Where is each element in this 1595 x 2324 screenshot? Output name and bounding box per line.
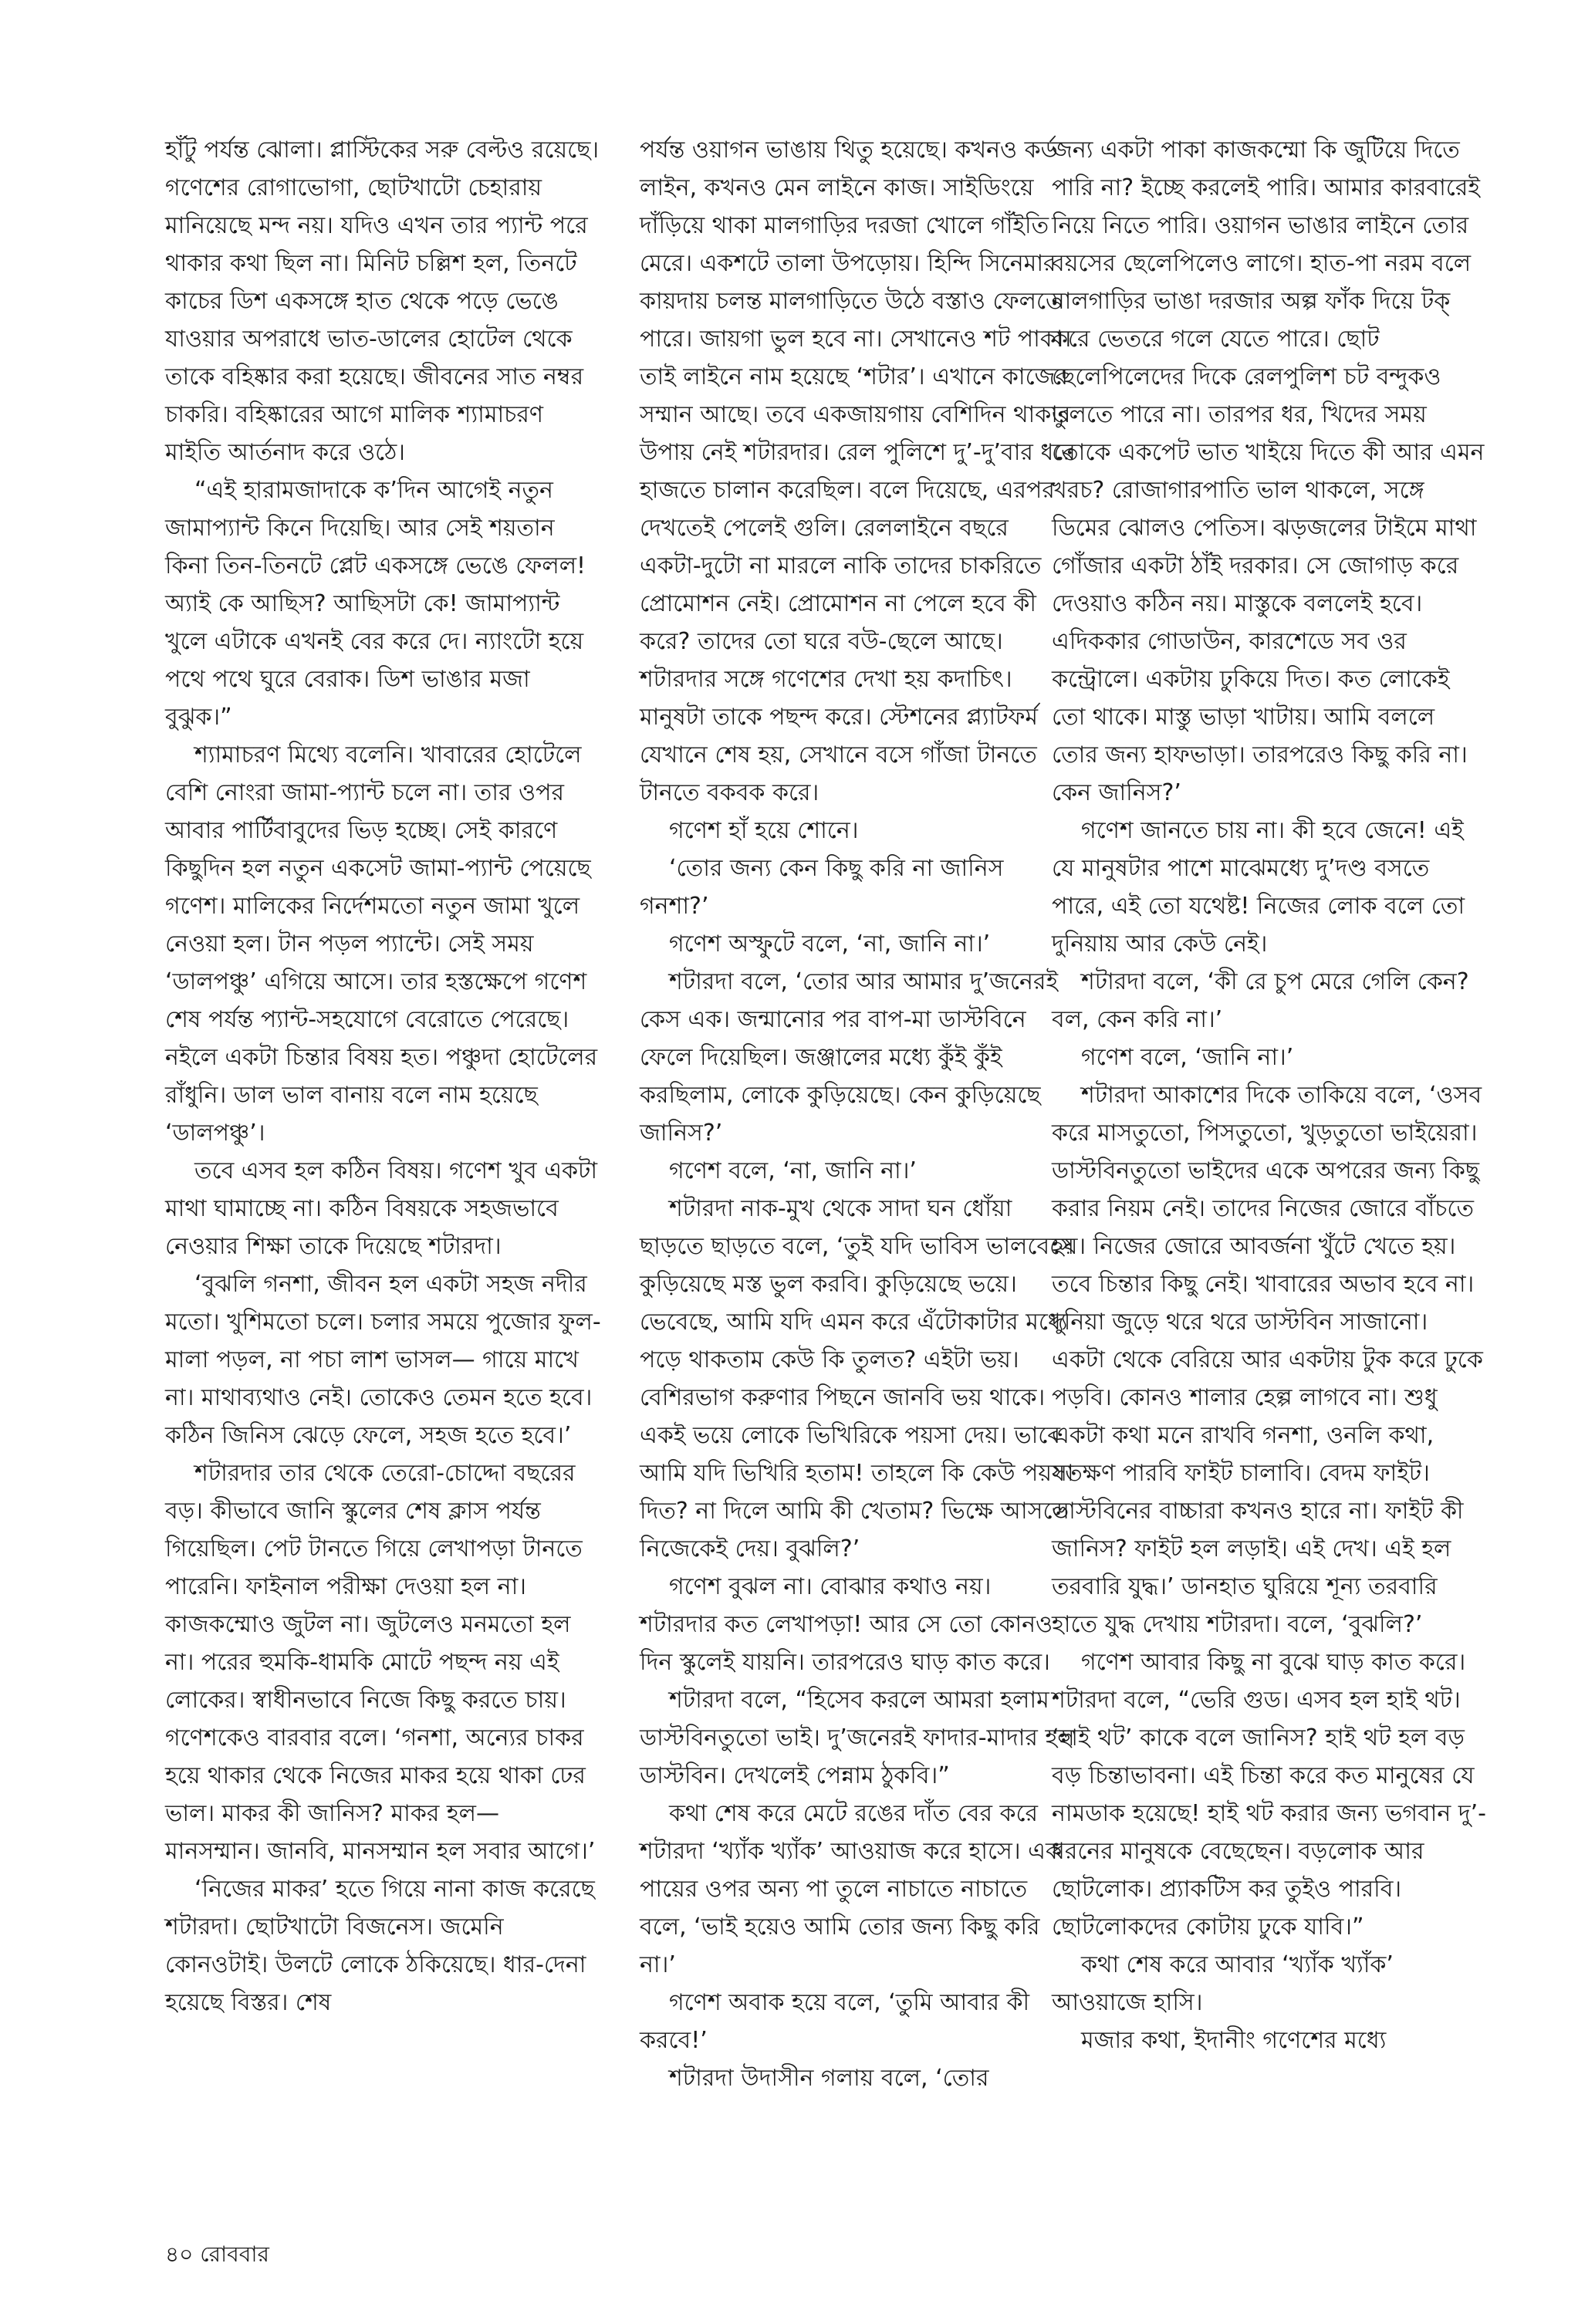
paragraph: শটারদা উদাসীন গলায় বলে, ‘তোর — [669, 2065, 989, 2092]
paragraph: শটারদা নাক-মুখ থেকে সাদা ঘন ধোঁয়া ছাড়তে ছাড়তে বলে, ‘তুই যদি ভাবিস ভালবেসে কুড়িয়েছে মস্ত ভুল করবি। কুড়িয়েছে ভয়ে। ভেবেছে, আমি যদি এমন করে এঁটোকাটার মধ্যে পড়ে থাকতাম কেউ কি তুলত? এইটা ভয়। বেশিরভাগ করুণার পিছনে জানবি ভয় থাকে। একই ভয়ে লোকে ভিখিরিকে পয়সা দেয়। ভাবে আমি যদি ভিখিরি হতাম! তাহলে কি কেউ পয়সা দিত? না দিলে আমি কী খেতাম? ভিক্ষে আসলে নিজেকেই দেয়। বুঝলি?’ — [640, 1195, 1075, 1562]
paragraph: জন্য একটা পাকা কাজকম্মো কি জুটিয়ে দিতে পারি না? ইচ্ছে করলেই পারি। আমার কারবারেই নিয়ে নিতে পারি। ওয়াগন ভাঙার লাইনে তোর বয়সের ছেলেপিলেও লাগে। হাত-পা নরম বলে মালগাড়ির ভাঙা দরজার অল্প ফাঁক দিয়ে টক্‌ করে ভেতরে গলে যেতে পারে। ছোট ছেলেপিলেদের দিকে রেলপুলিশ চট বন্দুকও তুলতে পারে না। তারপর ধর, খিদের সময় তোকে একপেট ভাত খাইয়ে দিতে কী আর এমন খরচ? রোজাগারপাতি ভাল থাকলে, সঙ্গে ডিমের ঝোলও পেতিস। ঝড়জলের টাইমে মাথা গোঁজার একটা ঠাঁই দরকার। সে জোগাড় করে দেওয়াও কঠিন নয়। মাস্তুকে বললেই হবে। এদিককার গোডাউন, কারশেডে সব ওর কন্ট্রোলে। একটায় ঢুকিয়ে দিত। কত লোকেই তো থাকে। মাস্তু ভাড়া খাটায়। আমি বললে তোর জন্য হাফভাড়া। তারপরেও কিছু করি না। কেন জানিস?’ — [1052, 137, 1485, 806]
paragraph: তবে এসব হল কঠিন বিষয়। গণেশ খুব একটা মাথা ঘামাচ্ছে না। কঠিন বিষয়কে সহজভাবে নেওয়ার শিক্ষা তাকে দিয়েছে শটারদা। — [165, 1157, 598, 1260]
paragraph: গণেশ বলে, ‘জানি না।’ — [1081, 1044, 1294, 1071]
paragraph: শ্যামাচরণ মিথ্যে বলেনি। খাবারের হোটেলে বেশি নোংরা জামা-প্যান্ট চলে না। তার ওপর আবার পার্টিবাবুদের ভিড় হচ্ছে। সেই কারণে কিছুদিন হল নতুন একসেট জামা-প্যান্ট পেয়েছে গণেশ। মালিকের নির্দেশমতো নতুন জামা খুলে নেওয়া হল। টান পড়ল প্যান্টে। সেই সময় ‘ডালপঞ্চু’ এগিয়ে আসে। তার হস্তক্ষেপে গণেশ শেষ পর্যন্ত প্যান্ট-সহযোগে বেরোতে পেরেছে। নইলে একটা চিন্তার বিষয় হত। পঞ্চুদা হোটেলের রাঁধুনি। ডাল ভাল বানায় বলে নাম হয়েছে ‘ডালপঞ্চু’। — [165, 741, 598, 1147]
paragraph: গণেশ অস্ফুটে বলে, ‘না, জানি না।’ — [669, 931, 991, 958]
paragraph: “এই হারামজাদাকে ক’দিন আগেই নতুন জামাপ্যান্ট কিনে দিয়েছি। আর সেই শয়তান কিনা তিন-তিনটে প্লেট একসঙ্গে ভেঙে ফেলল! অ্যাই কে আছিস? আছিসটা কে! জামাপ্যান্ট খুলে এটাকে এখনই বের করে দে। ন্যাংটো হয়ে পথে পথে ঘুরে বেরাক। ডিশ ভাঙার মজা বুঝুক।” — [165, 477, 586, 731]
paragraph: মজার কথা, ইদানীং গণেশের মধ্যে — [1081, 2027, 1387, 2054]
paragraph: পর্যন্ত ওয়াগন ভাঙায় থিতু হয়েছে। কখনও কর্ড লাইন, কখনও মেন লাইনে কাজ। সাইডিংয়ে দাঁড়িয়ে থাকা মালগাড়ির দরজা খোলে গাঁইতি মেরে। একশটে তালা উপড়োয়। হিন্দি সিনেমার কায়দায় চলন্ত মালগাড়িতে উঠে বস্তাও ফেলতে পারে। জায়গা ভুল হবে না। সেখানেও শট পাকা। তাই লাইনে নাম হয়েছে ‘শটার’। এখানে কাজের সম্মান আছে। তবে একজায়গায় বেশিদিন থাকার উপায় নেই শটারদার। রেল পুলিশে দু’-দু’বার ধরে হাজতে চালান করেছিল। বলে দিয়েছে, এরপর দেখতেই পেলেই গুলি। রেললাইনে বছরে একটা-দুটো না মারলে নাকি তাদের চাকরিতে প্রোমোশন নেই। প্রোমোশন না পেলে হবে কী করে? তাদের তো ঘরে বউ-ছেলে আছে। শটারদার সঙ্গে গণেশের দেখা হয় কদাচিৎ। মানুষটা তাকে পছন্দ করে। স্টেশনের প্ল্যাটফর্ম যেখানে শেষ হয়, সেখানে বসে গাঁজা টানতে টানতে বকবক করে। — [640, 137, 1076, 806]
page-folio: ৪০ রোববার — [165, 2241, 269, 2267]
text-column-2 — [640, 131, 1076, 2097]
paragraph: গণেশ হাঁ হয়ে শোনে। — [669, 817, 859, 844]
text-column-3 — [1052, 131, 1488, 2059]
paragraph: গণেশ আবার কিছু না বুঝে ঘাড় কাত করে। শটারদা বলে, “ভেরি গুড। এসব হল হাই থট। ‘হাই থট’ কাকে বলে জানিস? হাই থট হল বড় বড় চিন্তাভাবনা। এই চিন্তা করে কত মানুষের যে নামডাক হয়েছে! হাই থট করার জন্য ভগবান দু’-ধরনের মানুষকে বেছেছেন। বড়লোক আর ছোটলোক। প্র্যাকটিস কর তুইও পারবি। ছোটলোকদের কোটায় ঢুকে যাবি।” — [1052, 1649, 1486, 1941]
paragraph: ‘বুঝলি গনশা, জীবন হল একটা সহজ নদীর মতো। খুশিমতো চলে। চলার সময়ে পুজোর ফুল-মালা পড়ল, না পচা লাশ ভাসল— গায়ে মাখে না। মাথাব্যথাও নেই। তোকেও তেমন হতে হবে। কঠিন জিনিস ঝেড়ে ফেলে, সহজ হতে হবে।’ — [165, 1271, 601, 1449]
paragraph: শটারদা বলে, “হিসেব করলে আমরা হলাম ডাস্টবিনতুতো ভাই। দু’জনেরই ফাদার-মাদার হল ডাস্টবিন। দেখলেই পেন্নাম ঠুকবি।” — [640, 1687, 1075, 1789]
paragraph: গণেশ জানতে চায় না। কী হবে জেনে! এই যে মানুষটার পাশে মাঝেমধ্যে দু’দণ্ড বসতে পারে, এই তো যথেষ্ট! নিজের লোক বলে তো দুনিয়ায় আর কেউ নেই। — [1052, 817, 1465, 958]
paragraph: শটারদা বলে, ‘কী রে চুপ মেরে গেলি কেন? বল, কেন করি না।’ — [1052, 968, 1469, 1033]
paragraph: শটারদার তার থেকে তেরো-চোদ্দো বছরের বড়। কীভাবে জানি স্কুলের শেষ ক্লাস পর্যন্ত গিয়েছিল। পেট টানতে গিয়ে লেখাপড়া টানতে পারেনি। ফাইনাল পরীক্ষা দেওয়া হল না। কাজকম্মোও জুটল না। জুটলেও মনমতো হল না। পরের হুমকি-ধামকি মোটে পছন্দ নয় এই লোকের। স্বাধীনভাবে নিজে কিছু করতে চায়। গণেশকেও বারবার বলে। ‘গনশা, অন্যের চাকর হয়ে থাকার থেকে নিজের মাকর হয়ে থাকা ঢের ভাল। মাকর কী জানিস? মাকর হল— মানসম্মান। জানবি, মানসম্মান হল সবার আগে।’ — [165, 1460, 596, 1865]
paragraph: হাঁটু পর্যন্ত ঝোলা। প্লাস্টিকের সরু বেল্টও রয়েছে। গণেশের রোগাভোগা, ছোটখাটো চেহারায় মানিয়েছে মন্দ নয়। যদিও এখন তার প্যান্ট পরে থাকার কথা ছিল না। মিনিট চল্লিশ হল, তিনটে কাচের ডিশ একসঙ্গে হাত থেকে পড়ে ভেঙে যাওয়ার অপরাধে ভাত-ডালের হোটেল থেকে তাকে বহিষ্কার করা হয়েছে। জীবনের সাত নম্বর চাকরি। বহিষ্কারের আগে মালিক শ্যামাচরণ মাইতি আর্তনাদ করে ওঠে। — [165, 137, 600, 466]
paragraph: গণেশ বুঝল না। বোঝার কথাও নয়। শটারদার কত লেখাপড়া! আর সে তো কোনও দিন স্কুলেই যায়নি। তারপরেও ঘাড় কাত করে। — [640, 1573, 1053, 1676]
paragraph: ‘তোর জন্য কেন কিছু করি না জানিস গনশা?’ — [640, 855, 1004, 920]
paragraph: গণেশ অবাক হয়ে বলে, ‘তুমি আবার কী করবে!’ — [640, 1989, 1030, 2054]
text-column-1 — [165, 131, 601, 2022]
paragraph: কথা শেষ করে আবার ‘খ্যাঁক খ্যাঁক’ আওয়াজে হাসি। — [1052, 1951, 1394, 2016]
paragraph: শটারদা আকাশের দিকে তাকিয়ে বলে, ‘ওসব করে মাসতুতো, পিসতুতো, খুড়তুতো ভাইয়েরা। ডাস্টবিনতুতো ভাইদের একে অপরের জন্য কিছু করার নিয়ম নেই। তাদের নিজের জোরে বাঁচতে হয়। নিজের জোরে আবর্জনা খুঁটে খেতে হয়। তবে চিন্তার কিছু নেই। খাবারের অভাব হবে না। দুনিয়া জুড়ে থরে থরে ডাস্টবিন সাজানো। একটা থেকে বেরিয়ে আর একটায় টুক করে ঢুকে পড়বি। কোনও শালার হেল্প লাগবে না। শুধু একটা কথা মনে রাখবি গনশা, ওনলি কথা, যতক্ষণ পারবি ফাইট চালাবি। বেদম ফাইট। ডাস্টবিনের বাচ্চারা কখনও হারে না। ফাইট কী জানিস? ফাইট হল লড়াই। এই দেখ। এই হল তরবারি যুদ্ধ।’ ডানহাত ঘুরিয়ে শূন্য তরবারি হাতে যুদ্ধ দেখায় শটারদা। বলে, ‘বুঝলি?’ — [1052, 1082, 1483, 1638]
paragraph: কথা শেষ করে মেটে রঙের দাঁত বের করে শটারদা ‘খ্যাঁক খ্যাঁক’ আওয়াজ করে হাসে। এক পায়ের ওপর অন্য পা তুলে নাচাতে নাচাতে বলে, ‘ভাই হয়েও আমি তোর জন্য কিছু করি না।’ — [640, 1800, 1062, 1978]
paragraph: শটারদা বলে, ‘তোর আর আমার দু’জনেরই কেস এক। জন্মানোর পর বাপ-মা ডাস্টবিনে ফেলে দিয়েছিল। জঞ্জালের মধ্যে কুঁই কুঁই করছিলাম, লোকে কুড়িয়েছে। কেন কুড়িয়েছে জানিস?’ — [640, 968, 1059, 1147]
paragraph: ‘নিজের মাকর’ হতে গিয়ে নানা কাজ করেছে শটারদা। ছোটখাটো বিজনেস। জমেনি কোনওটাই। উলটে লোকে ঠকিয়েছে। ধার-দেনা হয়েছে বিস্তর। শেষ — [165, 1876, 595, 2016]
paragraph: গণেশ বলে, ‘না, জানি না।’ — [669, 1157, 917, 1184]
